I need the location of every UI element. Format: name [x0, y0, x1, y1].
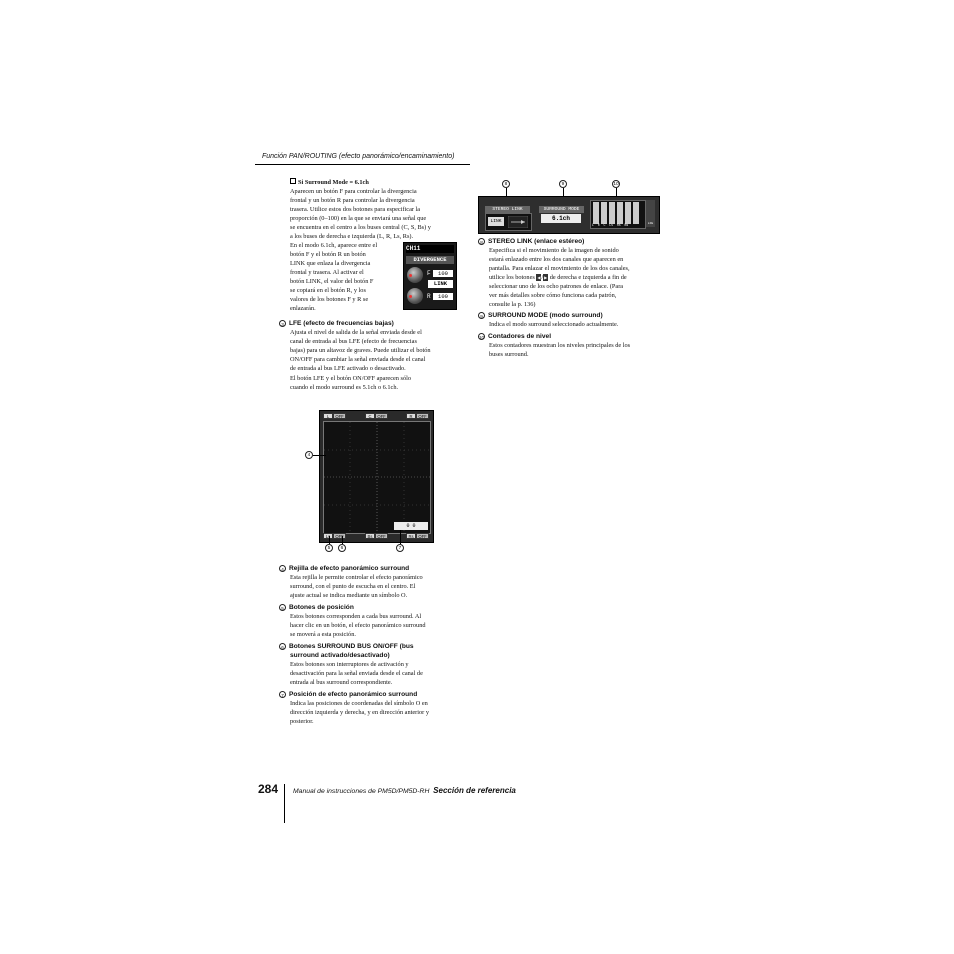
item-grid-title: 4 Rejilla de efecto panorámico surround [279, 564, 464, 573]
item-position-title: 5 Botones de posición [279, 603, 464, 612]
divergence-panel [403, 242, 457, 310]
item-position-text: Estos botones corresponden a cada bus surround. Al hacer clic en un botón, el efecto panorámico surround se moverá a esta posición. [290, 613, 426, 638]
position-button-l[interactable]: L [323, 413, 333, 419]
right-arrow-button-icon: ▶ [544, 275, 548, 281]
lfe-meter [646, 200, 655, 227]
item-level-meters-title: 10 Contadores de nivel [479, 333, 552, 340]
callout-4-leader [313, 455, 326, 456]
items-4-to-7 [279, 564, 464, 726]
callout-6: 6 [338, 544, 346, 552]
callout-8: 8 [502, 180, 510, 188]
f-label: F [427, 270, 431, 277]
callout-7-leader [400, 530, 401, 544]
surround-panner-panel [319, 410, 434, 543]
position-button-rs[interactable]: Rs [406, 533, 416, 539]
stereo-link-label: STEREO LINK [485, 206, 530, 213]
callout-5: 5 [325, 544, 333, 552]
bus-on-off-button-ls[interactable]: OFF [333, 533, 346, 539]
item-surround-mode-title: 9 SURROUND MODE (modo surround) [478, 311, 658, 320]
item-pan-position-text: Indica las posiciones de coordenadas del símbolo O en dirección izquierda y derecha, y en dirección anterior y posterior. [290, 700, 429, 725]
position-button-ls[interactable]: Ls [323, 533, 333, 539]
item-stereo-link-text: Especifica si el movimiento de la imagen de sonido estará enlazado entre los dos canales que aparecen en pantalla. Para enlazar el movimiento de los dos canales, utilice los botones ◀ ▶ de derecha e izquierda a fin de seleccionar uno de los ocho patrones de enlace. (Para ver más detalles sobre cómo funciona cada patrón, consulte la p. 136) [489, 246, 658, 309]
callout-6-leader [342, 536, 343, 544]
item-bus-on-off-text: Estos botones son interruptores de activación y desactivación para la señal enviada desde el canal de entrada al bus surround correspondiente. [290, 661, 423, 686]
divergence-title: DIVERGENCE [406, 256, 454, 264]
r-label: R [427, 293, 431, 300]
item-lfe-text: Ajusta el nivel de salida de la señal enviada desde el canal de entrada al bus LFE (efecto de frecuencias bajas) para un altavoz de graves. Puede utilizar el botón ON/OFF para cambiar la señal enviada desde el canal de entrada al bus LFE activado o desactivado. El botón LFE y el botón ON/OFF aparecen sólo cuando el modo surround es 5.1ch o 6.1ch. [290, 329, 431, 391]
f-value: 100 [433, 270, 453, 277]
item-pan-position-title: 7 Posición de efecto panorámico surround [279, 690, 464, 699]
f-knob-indicator-icon [409, 274, 412, 277]
surround-mode-label: SURROUND MODE [539, 206, 584, 213]
header-rule [255, 164, 470, 165]
surround-paragraph-2: En el modo 6.1ch, aparece entre el botón F y el botón R un botón LINK que enlaza la divergencia frontal y trasera. Al activar el botón LINK, el valor del botón F se copiará en el botón R, y los valores de los botones F y R se enlazarán. [290, 242, 378, 312]
bus-on-off-button-l[interactable]: OFF [333, 413, 346, 419]
meter-c [609, 202, 615, 224]
item-bus-on-off-title-2: surround activado/desactivado) [290, 652, 390, 659]
link-button[interactable]: LINK [428, 280, 453, 288]
meter-r [601, 202, 607, 224]
callout-7: 7 [396, 544, 404, 552]
item-lfe [279, 319, 459, 392]
meter-bs [633, 202, 639, 224]
checkbox-icon [290, 178, 296, 184]
bus-on-off-button-c[interactable]: OFF [375, 413, 388, 419]
link-pattern-icon[interactable] [508, 216, 528, 228]
level-meters [590, 200, 646, 229]
stereo-surround-panel [478, 196, 660, 234]
stereo-link-button[interactable]: LINK [488, 217, 504, 226]
surround-mode-value: 6.1ch [541, 214, 581, 223]
item-lfe-title: 3 LFE (efecto de frecuencias bajas) [279, 319, 459, 328]
running-header: Función PAN/ROUTING (efecto panorámico/encaminamiento) [262, 153, 455, 160]
surround-paragraph-1: Aparecen un botón F para controlar la divergencia frontal y un botón R para controlar la divergencia trasera. Utilice estos dos botones para especificar la proporción (0–100) en la que se enviará una señal que se encuentra en el centro a los buses central (C, S, Bs) y a los buses de derecha e izquierda (L, R, Ls, Rs). [290, 188, 431, 240]
item-surround-mode-text: Indica el modo surround seleccionado actualmente. [489, 321, 619, 328]
link-arrows-line: utilice los botones ◀ ▶ de derecha e izquierda a fin de [489, 274, 627, 281]
item-stereo-link-title: 8 STEREO LINK (enlace estéreo) [478, 237, 658, 246]
surround-pan-grid[interactable] [323, 421, 431, 534]
callout-4: 4 [305, 451, 313, 459]
r-knob-indicator-icon [409, 295, 412, 298]
pan-position-readout: 0 0 [394, 522, 428, 530]
surround-title: Si Surround Mode = 6.1ch [290, 178, 460, 187]
footer-rule [284, 784, 285, 823]
stereo-link-box [485, 213, 532, 231]
channel-label: CH11 [406, 245, 454, 253]
meter-l [593, 202, 599, 224]
callout-5-leader [329, 536, 330, 544]
section-name: Sección de referencia [433, 786, 516, 795]
meter-labels: L R C Ls Rs Bs [592, 223, 629, 227]
r-value: 100 [433, 293, 453, 300]
callout-10: 10 [613, 182, 619, 187]
left-arrow-button-icon: ◀ [537, 275, 541, 281]
page-number: 284 [258, 782, 279, 796]
bus-on-off-button-bs[interactable]: OFF [375, 533, 388, 539]
footer-text: Manual de instrucciones de PM5D/PM5D-RH Sección de referencia [293, 786, 516, 795]
grid-lines-icon [324, 422, 430, 533]
item-level-meters-text: Estos contadores muestran los niveles principales de los buses surround. [489, 342, 631, 358]
lfe-label: LFE [647, 222, 654, 225]
items-8-to-10 [478, 237, 658, 359]
position-button-c[interactable]: C [365, 413, 375, 419]
item-bus-on-off-title: 6 Botones SURROUND BUS ON/OFF (bus [279, 642, 464, 651]
meter-ls [617, 202, 623, 224]
meter-rs [625, 202, 631, 224]
bus-on-off-button-rs[interactable]: OFF [416, 533, 429, 539]
callout-9: 9 [559, 180, 567, 188]
position-button-r[interactable]: R [406, 413, 416, 419]
bus-on-off-button-r[interactable]: OFF [416, 413, 429, 419]
item-grid-text: Esta rejilla le permite controlar el efecto panorámico surround, con el punto de escucha en el centro. El ajuste actual se indica mediante un símbolo O. [290, 574, 423, 599]
position-button-bs[interactable]: Bs [365, 533, 375, 539]
